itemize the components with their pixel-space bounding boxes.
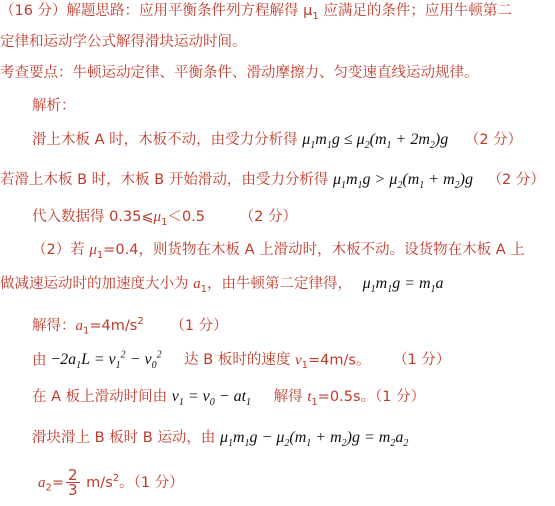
line-a2-result [38, 462, 184, 506]
substitute-text: 代入数据得 0.35⩽ [32, 209, 154, 225]
a2-sup: 2 [112, 473, 120, 484]
a2-fraction [66, 466, 80, 500]
intro-text-2: 应满足的条件；应用牛顿第二 [318, 3, 512, 19]
fraction-numerator: 2 [68, 466, 78, 485]
time-text: 在 A 板上滑动时间由 [32, 389, 168, 405]
a2-sub: 2 [45, 482, 52, 494]
velocity-equation: $v_1 = v_0 - at_1$ [171, 388, 252, 409]
mu-symbol: μ [153, 209, 162, 225]
intro-text: （16 分）解题思路：应用平衡条件列方程解得 μ [0, 3, 313, 19]
v1-sub: 1 [301, 360, 308, 372]
score-5: （1 分） [393, 352, 451, 369]
board-b-text: 若滑上木板 B 时，木板 B 开始滑动，由受力分析得 [0, 172, 329, 188]
score-2: （2 分） [487, 172, 545, 188]
score-4: （1 分） [170, 317, 228, 334]
mu-sub: 1 [161, 216, 168, 228]
line-solve-a1 [32, 312, 228, 342]
kinematics-equation: $-2a_1L = v_1^2 - v_0^2$ [51, 350, 162, 372]
substitute-end: ＜0.5 [167, 209, 206, 225]
line-board-b-motion [32, 428, 408, 454]
a1-symbol: a [75, 317, 83, 334]
v1-symbol: v [294, 352, 302, 369]
line-key-points: 考查要点：牛顿运动定律、平衡条件、滑动摩擦力、匀变速直线运动规律。 [0, 65, 479, 81]
line-substitute [32, 207, 297, 233]
a2-symbol: a [38, 474, 46, 491]
line-board-b [0, 170, 545, 196]
a2-unit: m/s [81, 474, 113, 491]
line-part2 [32, 240, 525, 266]
time-text-2: 解得 [273, 389, 308, 405]
a1-sup: 2 [137, 316, 144, 327]
mu-symbol-2: μ [89, 242, 97, 258]
a-symbol: a [193, 276, 201, 292]
inequality-board-a: $\mu_1m_1g \le \mu_2(m_1 + 2m_2)g$ [302, 131, 449, 152]
intro-sub: 1 [312, 10, 319, 22]
mu-sub-2: 1 [96, 249, 104, 261]
part2-text-2: =0.4，则货物在木板 A 上滑动时，木板不动。设货物在木板 A 上 [103, 242, 525, 258]
score-3: （2 分） [239, 209, 297, 225]
a-sub: 1 [200, 283, 207, 295]
a2-eq: = [51, 474, 65, 491]
velocity-text: 由 [32, 352, 47, 369]
score-1: （2 分） [464, 132, 523, 148]
v1-value: =4m/s。 [308, 352, 371, 369]
decel-text: 做减速运动时的加速度大小为 [0, 276, 194, 292]
heading-analysis: 解析： [32, 98, 76, 114]
part2-text: （2）若 [32, 242, 90, 258]
line-velocity [32, 346, 450, 377]
board-b-equation: $\mu_1m_1g - \mu_2(m_1 + m_2)g = m_2a_2$ [219, 429, 409, 450]
line-decel [0, 274, 444, 300]
board-a-text: 滑上木板 A 时，木板不动，由受力分析得 [32, 132, 298, 148]
score-6: 。（1 分） [119, 474, 184, 491]
t1-value: =0.5s。（1 分） [317, 389, 426, 405]
velocity-text-2: 达 B 板时的速度 [184, 352, 295, 369]
line-intro-cont: 定律和运动学公式解得滑块运动时间。 [0, 34, 247, 50]
line-board-a [32, 130, 522, 156]
t1-sub: 1 [311, 396, 318, 408]
a1-sub: 1 [83, 325, 90, 337]
decel-text-2: ，由牛顿第二定律得， [206, 276, 352, 292]
a1-value: =4m/s [89, 317, 138, 334]
line-intro [0, 1, 512, 27]
line-time [32, 387, 425, 413]
board-b-motion-text: 滑块滑上 B 板时 B 运动，由 [32, 430, 216, 446]
newton-equation: $\mu_1m_1g = m_1a$ [362, 275, 444, 296]
t1-symbol: t [307, 389, 312, 405]
solve-label: 解得： [32, 317, 76, 334]
fraction-denominator: 3 [68, 481, 78, 500]
inequality-board-b: $\mu_1m_1g > \mu_2(m_1 + m_2)g$ [332, 171, 473, 192]
